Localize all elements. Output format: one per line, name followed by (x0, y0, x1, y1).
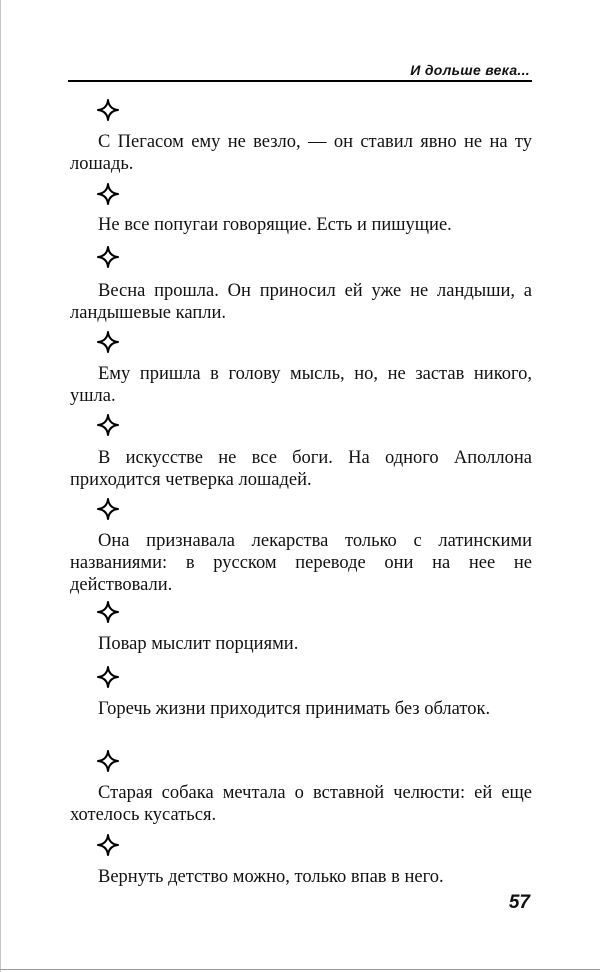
header-rule (68, 80, 532, 82)
aphorism-text: Она признавала лекарства только с латинскими названиями: в русском переводе они на нее не действовали. (70, 531, 532, 595)
page-number: 57 (508, 892, 530, 913)
four-point-star-icon (97, 99, 119, 121)
four-point-star-icon (97, 666, 119, 688)
four-point-star-icon (97, 183, 119, 205)
four-point-star-icon (97, 750, 119, 772)
four-point-star-icon (97, 498, 119, 520)
four-point-star-icon (97, 414, 119, 436)
bottom-divider (0, 969, 600, 970)
four-point-star-icon (97, 601, 119, 623)
four-point-star-icon (97, 331, 119, 353)
aphorism-text: В искусстве не все боги. На одного Аполлона приходится четверка лошадей. (70, 448, 532, 490)
aphorism-text: Вернуть детство можно, только впав в него. (98, 867, 444, 887)
aphorism-text: Горечь жизни приходится принимать без облаток. (98, 699, 491, 719)
aphorism-text: Не все попугаи говорящие. Есть и пишущие. (98, 215, 452, 235)
aphorism-text: Весна прошла. Он приносил ей уже не ландыши, а ландышевые капли. (70, 281, 532, 323)
aphorism-text: Ему пришла в голову мысль, но, не застав никого, ушла. (70, 364, 532, 406)
aphorism-text: Старая собака мечтала о вставной челюсти: ей еще хотелось кусаться. (70, 783, 532, 825)
aphorism-text: Повар мыслит порциями. (98, 634, 299, 654)
page-left-edge (0, 0, 1, 972)
running-header-title: И дольше века... (410, 62, 530, 78)
four-point-star-icon (97, 834, 119, 856)
aphorism-text: С Пегасом ему не везло, — он ставил явно не на ту лошадь. (70, 132, 532, 174)
four-point-star-icon (97, 246, 119, 268)
